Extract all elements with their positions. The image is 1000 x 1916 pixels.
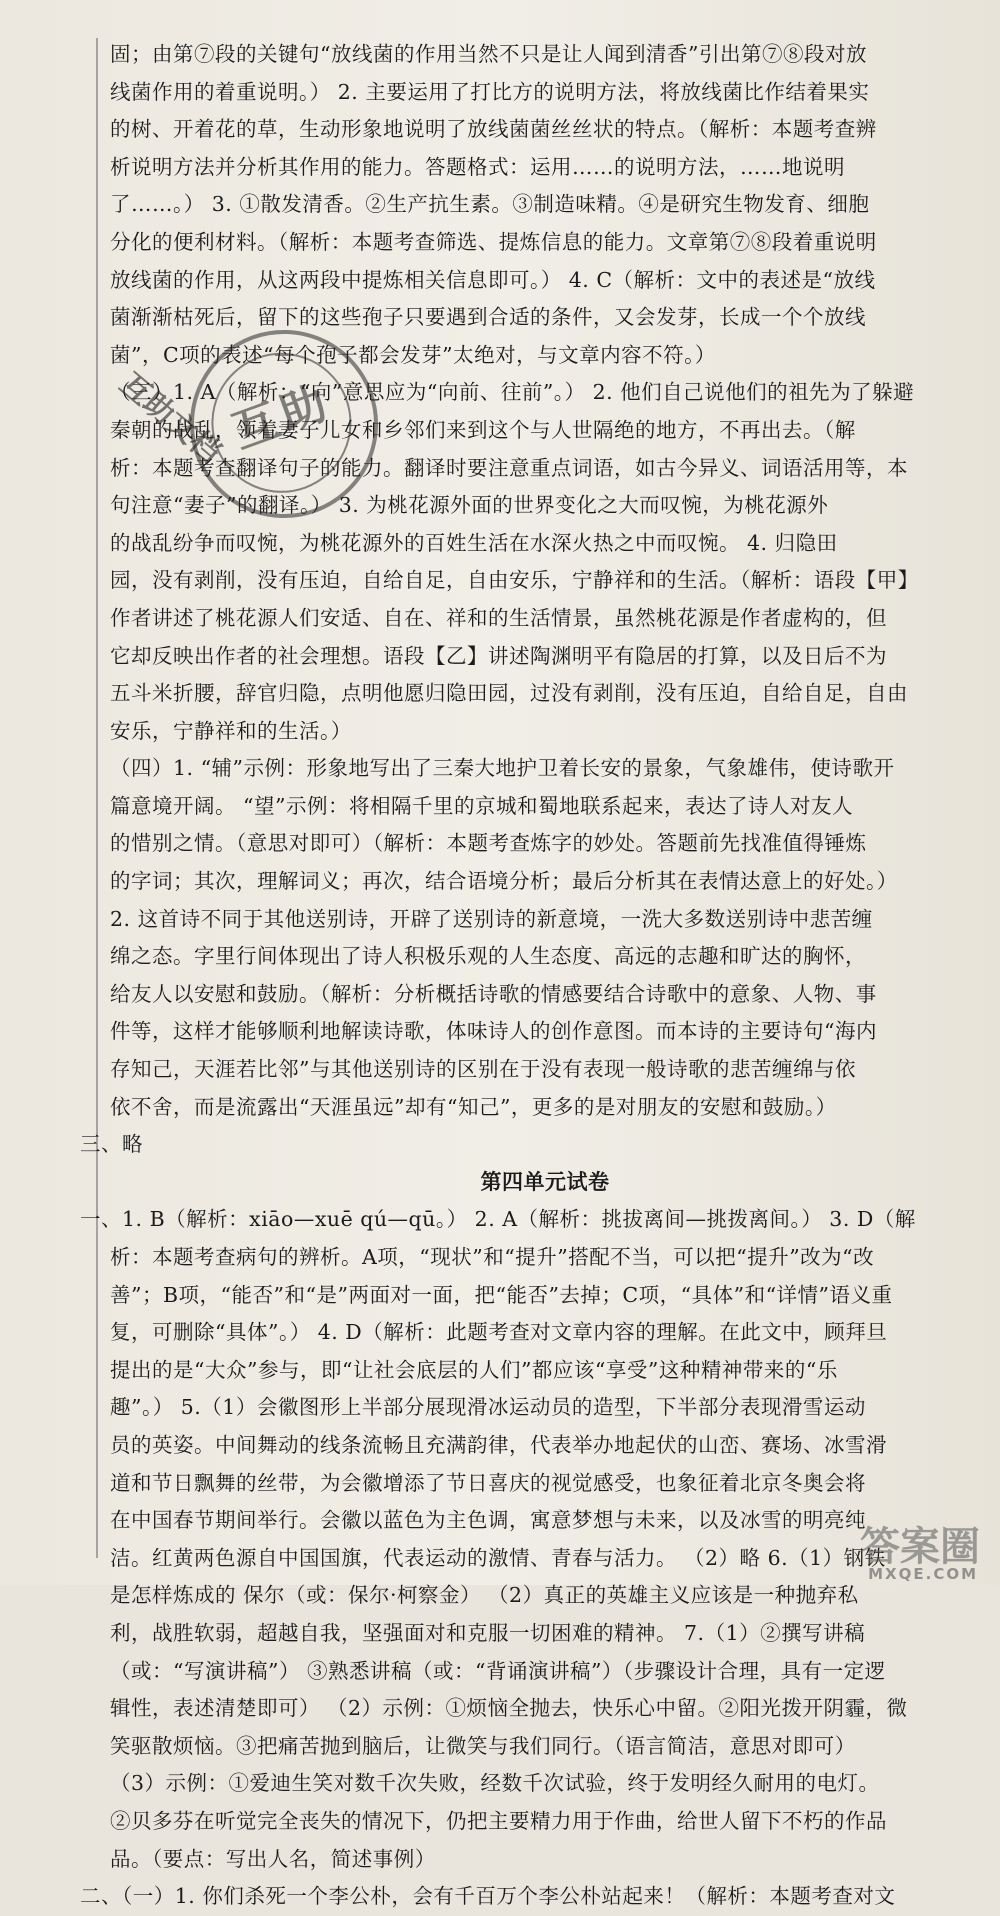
stamp-text: 互助 bbox=[225, 374, 338, 459]
text-line: 2. 这首诗不同于其他送别诗，开辟了送别诗的新意境，一洗大多数送别诗中悲苦缠 bbox=[110, 906, 873, 931]
text-line: 笑驱散烦恼。③把痛苦抛到脑后，让微笑与我们同行。（语言简洁，意思对即可） bbox=[110, 1733, 856, 1758]
answer-text-body bbox=[80, 36, 980, 1916]
text-line: 析说明方法并分析其作用的能力。答题格式：运用……的说明方法，……地说明 bbox=[110, 154, 845, 179]
text-line: 析：本题考查病句的辨析。A项，“现状”和“提升”搭配不当，可以把“提升”改为“改 bbox=[110, 1245, 875, 1269]
text-line: 的惜别之情。（意思对即可）（解析：本题考查炼字的妙处。答题前先找准值得锤炼 bbox=[110, 831, 867, 856]
text-line: 固；由第⑦段的关键句“放线菌的作用当然不只是让人闻到清香”引出第⑦⑧段对放 bbox=[110, 42, 867, 66]
margin-rule bbox=[96, 38, 98, 1558]
text-line: 的战乱纷争而叹惋，为桃花源外的百姓生活在水深火热之中而叹惋。 4. 归隐田 bbox=[110, 530, 838, 555]
text-line: 它却反映出作者的社会理想。语段【乙】讲述陶渊明平有隐居的打算，以及日后不为 bbox=[110, 643, 887, 668]
text-line: 二、（一）1. 你们杀死一个李公朴，会有千百万个李公朴站起来！（解析：本题考查对文 bbox=[80, 1884, 896, 1909]
text-line: 作者讲述了桃花源人们安适、自在、祥和的生活情景，虽然桃花源是作者虚构的，但 bbox=[110, 605, 887, 630]
text-line: 篇意境开阔。 “望”示例：将相隔千里的京城和蜀地联系起来，表达了诗人对友人 bbox=[110, 793, 853, 818]
text-line: 线菌作用的着重说明。） 2. 主要运用了打比方的说明方法，将放线菌比作结着果实 bbox=[110, 79, 870, 104]
text-line: 析：本题考查翻译句子的能力。翻译时要注意重点词语，如古今异义、词语活用等，本 bbox=[110, 455, 908, 480]
text-line: 件等，这样才能够顺利地解读诗歌，体味诗人的创作意图。而本诗的主要诗句“海内 bbox=[110, 1019, 877, 1044]
text-line: 复，可删除“具体”。） 4. D（解析：此题考查对文章内容的理解。在此文中，顾拜旦 bbox=[110, 1320, 888, 1345]
text-line: 的字词；其次，理解词义；再次，结合语境分析；最后分析其在表情达意上的好处。） bbox=[110, 869, 898, 894]
text-line: 给友人以安慰和鼓励。（解析：分析概括诗歌的情感要结合诗歌中的意象、人物、事 bbox=[110, 981, 877, 1006]
text-line: （三）1. A（解析：“向”意思应为“向前、往前”。） 2. 他们自己说他们的祖先为了躲避 bbox=[110, 380, 915, 405]
text-line: 提出的是“大众”参与，即“让社会底层的人们”都应该“享受”这种精神带来的“乐 bbox=[110, 1357, 838, 1382]
text-line: 品。（要点：写出人名，简述事例） bbox=[110, 1846, 436, 1871]
text-line: （或：“写演讲稿”） ③熟悉讲稿（或：“背诵演讲稿”）（步骤设计合理，具有一定逻 bbox=[110, 1658, 886, 1683]
text-line: 在中国春节期间举行。会徽以蓝色为主色调，寓意梦想与未来，以及冰雪的明亮纯 bbox=[110, 1508, 866, 1533]
text-line: 一、1. B（解析：xiāo—xuē qú—qū。） 2. A（解析：挑拔离间—挑拨离间。） 3. D（解 bbox=[80, 1207, 916, 1232]
text-line: ②贝多芬在听觉完全丧失的情况下，仍把主要精力用于作曲，给世人留下不朽的作品 bbox=[110, 1808, 887, 1833]
section-heading: 第四单元试卷 bbox=[480, 1169, 610, 1194]
watermark-url: MXQE.COM bbox=[868, 1565, 978, 1583]
text-line: 句注意“妻子”的翻译。） 3. 为桃花源外面的世界变化之大而叹惋，为桃花源外 bbox=[110, 493, 829, 518]
text-line: 放线菌的作用，从这两段中提炼相关信息即可。） 4. C（解析：文中的表述是“放线 bbox=[110, 267, 876, 292]
text-line: 是怎样炼成的 保尔（或：保尔·柯察金） （2）真正的英雄主义应该是一种抛弃私 bbox=[110, 1583, 859, 1608]
text-line: 洁。红黄两色源自中国国旗，代表运动的激情、青春与活力。 （2）略 6.（1）钢铁 bbox=[110, 1545, 886, 1570]
text-line: 善”；B项，“能否”和“是”两面对一面，把“能否”去掉；C项，“具体”和“详情”语义重 bbox=[110, 1282, 893, 1307]
text-line: 的树、开着花的草，生动形象地说明了放线菌菌丝丝状的特点。（解析：本题考查辨 bbox=[110, 117, 877, 142]
text-line: 菌”，C项的表述“每个孢子都会发芽”太绝对，与文章内容不符。） bbox=[110, 342, 716, 367]
text-line: 绵之态。字里行间体现出了诗人积极乐观的人生态度、高远的志趣和旷达的胸怀， bbox=[110, 944, 866, 969]
text-line: 菌渐渐枯死后，留下的这些孢子只要遇到合适的条件，又会发芽，长成一个个放线 bbox=[110, 305, 866, 330]
text-line: 园，没有剥削，没有压迫，自给自足，自由安乐，宁静祥和的生活。（解析：语段【甲】 bbox=[110, 568, 919, 593]
text-line: 辑性，表述清楚即可） （2）示例：①烦恼全抛去，快乐心中留。②阳光拨开阴霾，微 bbox=[110, 1696, 908, 1721]
text-line: 员的英姿。中间舞动的线条流畅且充满韵律，代表举办地起伏的山峦、赛场、冰雪滑 bbox=[110, 1432, 887, 1457]
text-line: 安乐，宁静祥和的生活。） bbox=[110, 718, 352, 743]
text-line: （四）1. “辅”示例：形象地写出了三秦大地护卫着长安的景象，气象雄伟，使诗歌开 bbox=[110, 756, 895, 781]
text-line: 五斗米折腰，辞官归隐，点明他愿归隐田园，过没有剥削，没有压迫，自给自足，自由 bbox=[110, 681, 908, 706]
text-line: 利，战胜软弱，超越自我，坚强面对和克服一切困难的精神。 7.（1）②撰写讲稿 bbox=[110, 1620, 866, 1645]
text-line: 存知己，天涯若比邻”与其他送别诗的区别在于没有表现一般诗歌的悲苦缠绵与依 bbox=[110, 1057, 856, 1082]
text-line: 分化的便利材料。（解析：本题考查筛选、提炼信息的能力。文章第⑦⑧段着重说明 bbox=[110, 229, 877, 254]
text-line: 道和节日飘舞的丝带，为会徽增添了节日喜庆的视觉感受，也象征着北京冬奥会将 bbox=[110, 1470, 866, 1495]
stamp-side-text: 互助文档 bbox=[112, 366, 228, 471]
text-line: 趣”。） 5.（1）会徽图形上半部分展现滑冰运动员的造型，下半部分表现滑雪运动 bbox=[110, 1395, 866, 1420]
watermark-logo: 答案圈 bbox=[860, 1524, 980, 1570]
text-line: （3）示例：①爱迪生笑对数千次失败，经数千次试验，终于发明经久耐用的电灯。 bbox=[110, 1771, 880, 1796]
text-line: 依不舍，而是流露出“天涯虽远”却有“知己”，更多的是对朋友的安慰和鼓励。） bbox=[110, 1094, 837, 1119]
text-line: 三、略 bbox=[80, 1132, 143, 1157]
text-line: 秦朝的战乱，领着妻子儿女和乡邻们来到这个与人世隔绝的地方，不再出去。（解 bbox=[110, 417, 856, 442]
text-line: 了……。） 3. ①散发清香。②生产抗生素。③制造味精。④是研究生物发育、细胞 bbox=[110, 192, 870, 217]
